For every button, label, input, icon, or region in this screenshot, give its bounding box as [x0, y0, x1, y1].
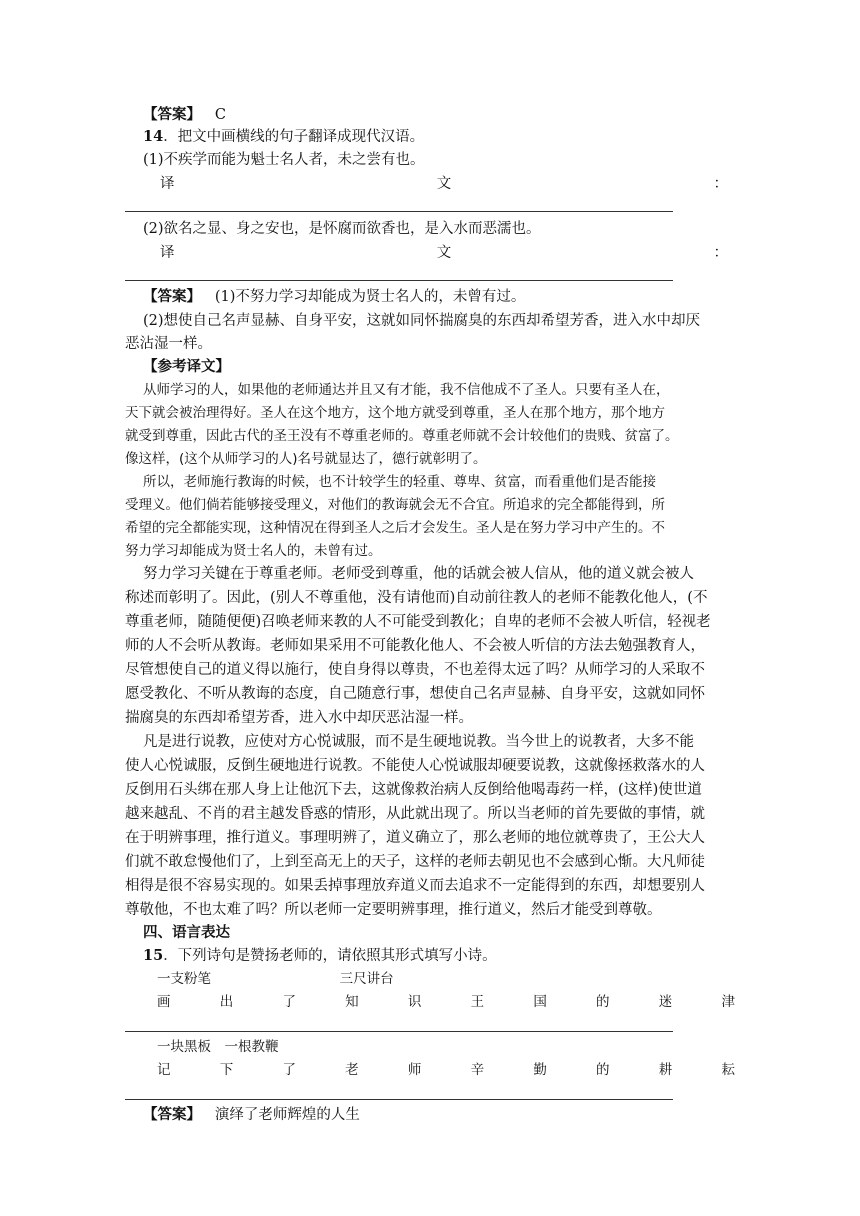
section-title: 四、语言表达 [143, 924, 230, 941]
poem-line-2b [157, 1059, 735, 1081]
ref-p1-line: 从师学习的人，如果他的老师通达并且又有才能，我不信他成不了圣人。只要有圣人在， [143, 382, 670, 398]
poem-char: 王 [470, 994, 485, 1010]
poem-char: 下 [219, 1062, 234, 1078]
answer-13 [143, 104, 753, 126]
poem-char: 出 [219, 994, 234, 1010]
ref-p1-line: 像这样，(这个从师学习的人)名号就显达了，德行就彰明了。 [125, 451, 487, 467]
ref-p1-line: 天下就会被治理得好。圣人在这个地方，这个地方就受到尊重，圣人在那个地方，那个地方 [125, 405, 665, 421]
answer-text: 演绎了老师辉煌的人生 [214, 1107, 360, 1123]
answer-label: 【答案】 [143, 106, 201, 123]
ref-p3-line: 尊重老师，随随便便)召唤老师来教的人不可能受到教化；自卑的老师不会被人听信，轻视老 [125, 614, 711, 630]
poem-char: 津 [721, 994, 735, 1010]
colon: ： [713, 245, 728, 261]
poem-line-1b [157, 991, 735, 1013]
answer-text: (1)不努力学习却能成为贤士名人的，未曾有过。 [214, 289, 526, 305]
answer-blank-line[interactable] [125, 211, 673, 212]
reference-label: 【参考译文】 [143, 358, 230, 375]
ref-p3-line: 努力学习关键在于尊重老师。老师受到尊重，他的话就会被人信从，他的道义就会被人 [143, 566, 694, 582]
answer-label: 【答案】 [143, 1106, 201, 1123]
poem-char: 迷 [658, 994, 673, 1010]
ref-p2-line: 努力学习却能成为贤士名人的，未曾有过。 [125, 543, 382, 559]
poem-char: 老 [345, 1062, 359, 1078]
poem-char: 记 [157, 1062, 171, 1078]
question-15 [143, 945, 753, 967]
poem-char: 辛 [470, 1062, 485, 1078]
ref-p4-line: 在于明辨事理，推行道义。事理明辨了，道义确立了，那么老师的地位就尊贵了，王公大人 [125, 830, 705, 846]
answer-blank-line[interactable] [125, 280, 673, 281]
ref-p2-line: 所以，老师施行教诲的时候，也不计较学生的轻重、尊卑、贫富，而看重他们是否能接 [143, 474, 656, 490]
answer-value: C [214, 107, 226, 123]
poem-char: 画 [157, 994, 171, 1010]
ref-p2-line: 受理义。他们倘若能够接受理义，对他们的教诲就会无不合宜。所追求的完全都能得到，所 [125, 497, 665, 513]
q14-translate-line-2 [160, 242, 728, 264]
ref-p3-line: 师的人不会听从教诲。老师如果采用不可能教化他人、不会被人听信的方法去勉强教育人， [125, 638, 705, 654]
answer-14-line-2: (2)想使自己名声显赫、自身平安，这就如同怀揣腐臭的东西却希望芳香，进入水中却厌 [143, 313, 701, 329]
q14-sentence-1: (1)不疾学而能为魁士名人者，未之尝有也。 [143, 152, 425, 168]
poem-char: 国 [533, 994, 547, 1010]
poem-char: 了 [282, 994, 296, 1010]
ref-p4-line: 相得是很不容易实现的。如果丢掉事理放弃道义而去追求不一定能得到的东西，却想要别人 [125, 878, 705, 894]
poem-char: 了 [282, 1062, 296, 1078]
ref-p2-line: 希望的完全都能实现，这种情况在得到圣人之后才会发生。圣人是在努力学习中产生的。不 [125, 520, 665, 536]
ref-p4-line: 尊敬他，不也太难了吗？所以老师一定要明辨事理，推行道义，然后才能受到尊敬。 [125, 902, 662, 918]
poem-char: 的 [596, 1062, 610, 1078]
answer-14-line-1 [143, 286, 753, 308]
poem-text: 三尺讲台 [339, 971, 394, 987]
ref-p3-line: 尽管想使自己的道义得以施行，使自身得以尊贵，不也差得太远了吗？从师学习的人采取不 [125, 662, 705, 678]
poem-char: 的 [596, 994, 610, 1010]
ref-p4-line: 们就不敢怠慢他们了，上到至高无上的天子，这样的老师去朝见也不会感到心惭。大凡师徒 [125, 854, 705, 870]
question-number: 15 [143, 947, 164, 964]
answer-14-line-3: 恶沾湿一样。 [125, 336, 212, 352]
poem-char: 耕 [658, 1062, 673, 1078]
poem-char: 师 [407, 1062, 422, 1078]
colon: ： [713, 176, 728, 192]
ref-p3-line: 揣腐臭的东西却希望芳香，进入水中却厌恶沾湿一样。 [125, 710, 473, 726]
poem-char: 勤 [533, 1062, 547, 1078]
poem-char: 耘 [721, 1062, 735, 1078]
poem-line-2a: 一块黑板 一根教鞭 [157, 1039, 279, 1055]
yi-label: 译 [160, 245, 175, 261]
poem-char: 知 [345, 994, 359, 1010]
question-stem: ．把文中画横线的句子翻译成现代汉语。 [163, 129, 425, 145]
ref-p4-line: 凡是进行说教，应使对方心悦诚服，而不是生硬地说教。当今世上的说教者，大多不能 [143, 734, 694, 750]
answer-label: 【答案】 [143, 288, 201, 305]
poem-char: 识 [407, 994, 422, 1010]
wen-label: 文 [436, 176, 452, 192]
question-stem: ．下列诗句是赞扬老师的，请依照其形式填写小诗。 [163, 948, 497, 964]
answer-15 [143, 1104, 753, 1126]
poem-text: 一支粉笔 [157, 971, 211, 987]
question-14 [143, 126, 753, 148]
q14-translate-line-1 [160, 173, 728, 195]
ref-p1-line: 就受到尊重，因此古代的圣王没有不尊重老师的。尊重老师就不会计较他们的贵贱、贫富了。 [125, 428, 679, 444]
ref-p4-line: 使人心悦诚服，反倒生硬地进行说教。不能使人心悦诚服却硬要说教，这就像拯救落水的人 [125, 758, 705, 774]
ref-p4-line: 反倒用石头绑在那人身上让他沉下去，这就像救治病人反倒给他喝毒药一样，(这样)使世道 [125, 782, 702, 798]
question-number: 14 [143, 128, 164, 145]
ref-p3-line: 称述而彰明了。因此，(别人不尊重他，没有请他而)自动前往教人的老师不能教化他人，(不 [125, 590, 708, 606]
yi-label: 译 [160, 176, 175, 192]
answer-blank-line[interactable] [125, 1031, 673, 1032]
answer-blank-line[interactable] [125, 1099, 673, 1100]
ref-p4-line: 越来越乱、不肖的君主越发昏惑的情形，从此就出现了。所以当老师的首先要做的事情，就 [125, 806, 705, 822]
ref-p3-line: 愿受教化、不听从教诲的态度，自己随意行事，想使自己名声显赫、自身平安，这就如同怀 [125, 686, 705, 702]
wen-label: 文 [436, 245, 452, 261]
poem-line-1a [157, 968, 767, 990]
q14-sentence-2: (2)欲名之显、身之安也，是怀腐而欲香也，是入水而恶濡也。 [143, 221, 541, 237]
